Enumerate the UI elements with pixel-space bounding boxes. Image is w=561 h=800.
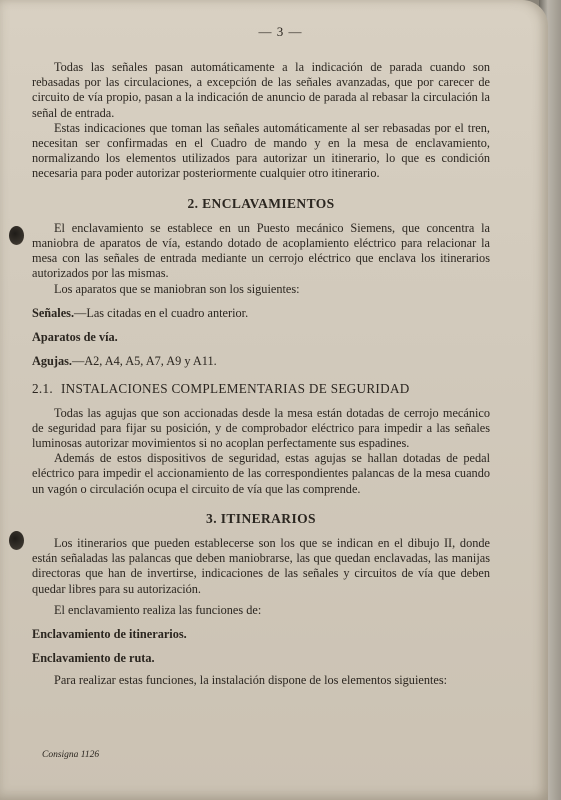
paragraph: Todas las agujas que son accionadas desde la mesa están dotadas de cerrojo mecánico de seguridad para fijar su posición, y de comprobador eléctrico para impedir a las señales luminosas autorizar movimientos si no acoplan perfectamente sus espadines. [32,405,490,451]
paragraph: Para realizar estas funciones, la instalación dispone de los elementos siguientes: [54,672,448,687]
function-label: Enclavamiento de itinerarios. [32,627,187,642]
item-label: Señales. [32,305,75,320]
punch-hole-top [9,226,24,245]
page-number: — 3 — [258,24,303,39]
footer-note: Consigna 1126 [42,750,100,760]
item-label: Agujas. [32,354,72,369]
paragraph: El enclavamiento realiza las funciones de: [54,602,262,617]
item-text: —Las citadas en el cuadro anterior. [74,305,249,320]
paragraph: Todas las señales pasan automáticamente a la indicación de parada cuando son rebasadas por las circulaciones, a excepción de las señales avanzadas, que por carecer de circuito de vía propio, pasan a la indicación de anuncio de parada al rebasar la circulación la señal de entrada. [32,60,490,120]
list-item-aparatos [32,330,490,345]
paragraph: El enclavamiento se establece en un Puesto mecánico Siemens, que concentra la maniobra de aparatos de vía, estando dotado de acoplamiento eléctrico para relacionar la mesa con las señales de entrada mediante un cerrojo eléctrico que enclava los itinerarios autorizados por las mismas. [32,220,490,281]
subsection-title: INSTALACIONES COMPLEMENTARIAS DE SEGURIDAD [60,381,410,397]
section-heading-enclavamientos: 2. ENCLAVAMIENTOS [187,195,335,211]
paragraph: Los aparatos que se maniobran son los siguientes: [54,281,300,296]
punch-hole-bottom [9,531,24,550]
function-label: Enclavamiento de ruta. [32,651,155,666]
function-item [32,651,490,666]
subsection-number: 2.1. [32,381,53,397]
paragraph: Estas indicaciones que toman las señales automáticamente al ser rebasadas por el tren, necesitan ser confirmadas en el Cuadro de mando y en la mesa de enclavamiento, normalizando los elementos utilizados para autorizar un itinerario, lo que es condición necesaria para poder autorizar posteriormente cualquier otro itinerario. [32,120,490,181]
document-body [32,60,490,688]
function-item [32,627,490,642]
list-item-senales [32,306,490,321]
paragraph: Los itinerarios que pueden establecerse son los que se indican en el dibujo II, donde están señaladas las palancas que deben maniobrarse, las que quedan enclavadas, las manijas directoras que han de invertirse, indicaciones de las señales y circuitos de vía que deben quedar libres para su autorización. [32,536,490,596]
list-item-agujas [32,354,490,369]
item-label: Aparatos de vía. [32,330,118,345]
item-text: —A2, A4, A5, A7, A9 y A11. [71,354,217,369]
paragraph: Además de estos dispositivos de seguridad, estas agujas se hallan dotadas de pedal eléctrico para impedir el accionamiento de las correspondientes palancas de la mesa cuando un vagón o circulación ocupa el circuito de vía que las comprende. [32,451,490,496]
subsection-heading-instalaciones [32,381,490,396]
section-heading-itinerarios: 3. ITINERARIOS [206,510,316,526]
